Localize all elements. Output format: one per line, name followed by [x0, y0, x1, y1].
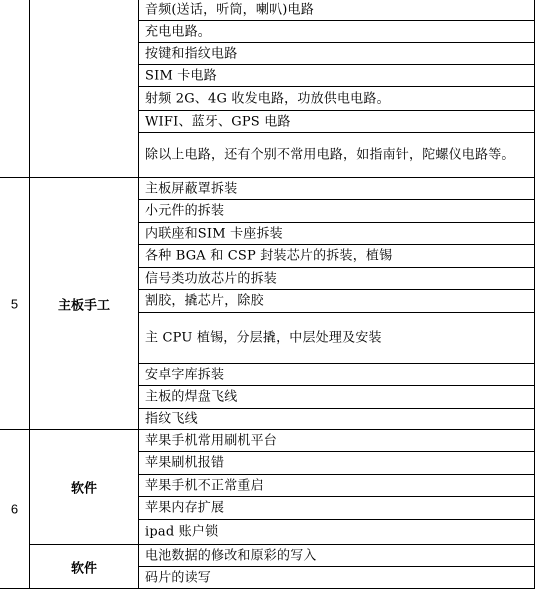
table-row: [138, 312, 535, 364]
module-title-cell: [29, 177, 139, 430]
item-text: 充电电路。: [145, 24, 212, 39]
item-text: 安卓字库拆装: [145, 367, 225, 382]
module-title: 软件: [70, 561, 97, 576]
table-row: [138, 429, 535, 452]
item-text: 各种 BGA 和 CSP 封装芯片的拆装，植锡: [145, 248, 393, 264]
table-row: [138, 177, 535, 200]
table-row: [138, 496, 535, 520]
item-text: 信号类功放芯片的拆装: [145, 271, 278, 286]
item-text: 苹果手机常用刷机平台: [145, 433, 278, 448]
item-text: 音频(送话，听筒，喇叭)电路: [145, 2, 314, 18]
item-text: WIFI、蓝牙、GPS 电路: [145, 114, 291, 129]
section-number-cell: [0, 177, 30, 430]
table-row: [138, 110, 535, 133]
table-row: [138, 20, 535, 43]
item-text: 割胶，撬芯片，除胶: [145, 293, 264, 309]
module-title-cell: [29, 429, 139, 545]
module-title-cell: [29, 544, 139, 589]
item-text: 指纹飞线: [145, 411, 198, 427]
table-row: [138, 363, 535, 386]
table-row: [138, 86, 535, 111]
item-text: 苹果刷机报错: [145, 455, 225, 471]
table-row: [138, 474, 535, 497]
item-text: 主板的焊盘飞线: [145, 389, 238, 405]
table-row: [138, 451, 535, 475]
table-row: [138, 42, 535, 65]
item-text: ipad 账户锁: [145, 524, 219, 540]
table-row: [138, 566, 535, 589]
table-row: [138, 519, 535, 545]
item-text: 按键和指纹电路: [145, 46, 238, 61]
section-number-cell: [0, 429, 30, 589]
module-title: 软件: [70, 481, 97, 497]
item-text: 码片的读写: [145, 570, 212, 585]
item-text: 主 CPU 植锡，分层撬，中层处理及安装: [145, 330, 382, 346]
number-cell-empty: [0, 0, 30, 178]
table-row: [138, 199, 535, 223]
table-row: [138, 244, 535, 268]
section-number: 5: [10, 296, 19, 311]
table-row: [138, 385, 535, 409]
table-row: [138, 408, 535, 430]
item-text: 小元件的拆装: [145, 203, 225, 219]
item-text: 苹果手机不正常重启: [145, 478, 264, 493]
item-text: 主板屏蔽罩拆装: [145, 181, 238, 196]
table-row: [138, 544, 535, 567]
table-row: [138, 222, 535, 245]
module-cell-empty: [29, 0, 139, 178]
table-row: [138, 0, 535, 21]
table-row: [138, 267, 535, 290]
table-row: [138, 64, 535, 87]
item-text: 射频 2G、4G 收发电路，功放供电电路。: [145, 91, 390, 106]
module-title: 主板手工: [57, 298, 110, 313]
section-number: 6: [10, 501, 19, 517]
table-row: [138, 289, 535, 313]
item-text: 内联座和SIM 卡座拆装: [145, 226, 283, 241]
item-text: 苹果内存扩展: [145, 500, 225, 516]
item-text: 除以上电路，还有个别不常用电路，如指南针，陀螺仪电路等。: [145, 147, 515, 163]
table-row: [138, 132, 535, 178]
item-text: 电池数据的修改和原彩的写入: [145, 548, 317, 563]
item-text: SIM 卡电路: [145, 68, 217, 83]
